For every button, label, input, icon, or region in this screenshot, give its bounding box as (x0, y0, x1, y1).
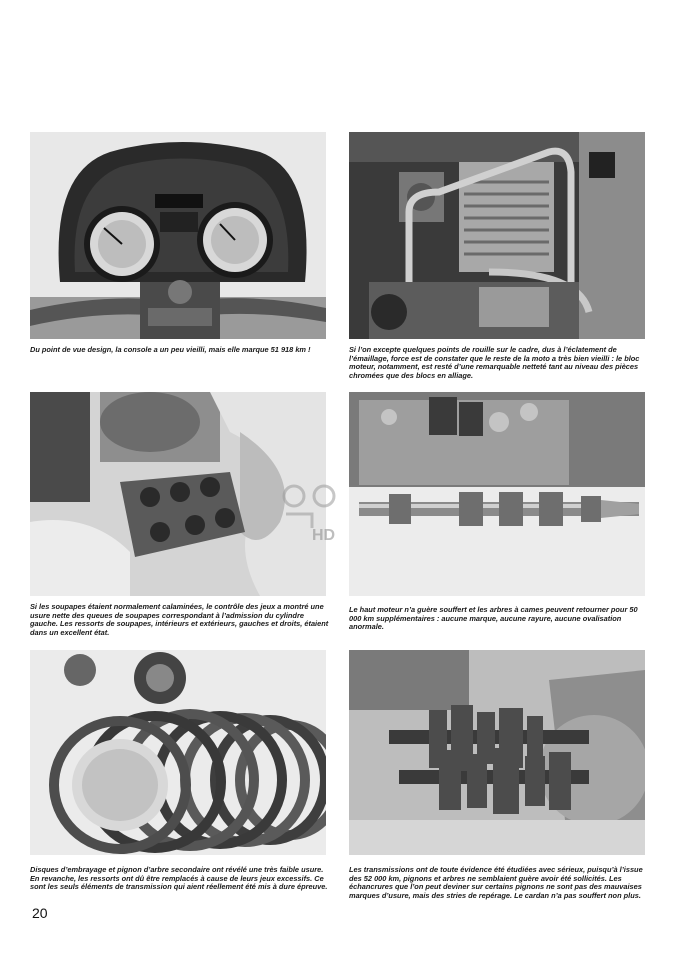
caption-1: Du point de vue design, la console a un peu vieilli, mais elle marque 51 918 km ! (30, 345, 311, 354)
photo-dashboard-console (30, 132, 326, 339)
photo-engine-block (349, 132, 645, 339)
photo-transmission-gears (349, 650, 645, 855)
watermark-text: HD (312, 527, 336, 544)
caption-2: Si l’on excepte quelques points de rouille sur le cadre, dus à l’éclatement de l’émaillage, force est de constater que le reste de la moto a très bien vieilli : le bloc moteur, notamment, est resté d’une remarquable netteté tant au niveau des pièces chromées que des blocs en alliage. (349, 345, 640, 380)
caption-4: Le haut moteur n’a guère souffert et les arbres à cames peuvent retourner pour 50 000 km supplémentaires : aucune marque, aucune rayure, aucune ovalisation anormale. (349, 605, 638, 632)
caption-3: Si les soupapes étaient normalement calaminées, le contrôle des jeux a montré une usure nette des queues de soupapes correspondant à l’admission du cylindre gauche. Les ressorts de soupapes, intérieurs et extérieurs, gauches et droits, étaient dans un excellent état. (30, 602, 329, 637)
watermark-logo (272, 478, 352, 550)
caption-5: Disques d’embrayage et pignon d’arbre secondaire ont révélé une très faible usure. En revanche, les ressorts ont dû être remplacés à cause de leurs jeux excessifs. Ce sont les seuls éléments de transmission qui aient réellement été mis à dure épreuve. (30, 865, 328, 892)
caption-6: Les transmissions ont de toute évidence été étudiées avec sérieux, puisqu’à l’issue des 52 000 km, pignons et arbres ne semblaient guère avoir été sollicités. Les échancrures que l’on peut deviner sur certains pignons ne sont pas des mauvaises marques d’usure, mais des stries de repérage. Le cardan n’a pas souffert non plus. (349, 865, 643, 900)
page-number: 20 (32, 905, 48, 921)
photo-camshafts (349, 392, 645, 596)
photo-clutch-discs (30, 650, 326, 855)
